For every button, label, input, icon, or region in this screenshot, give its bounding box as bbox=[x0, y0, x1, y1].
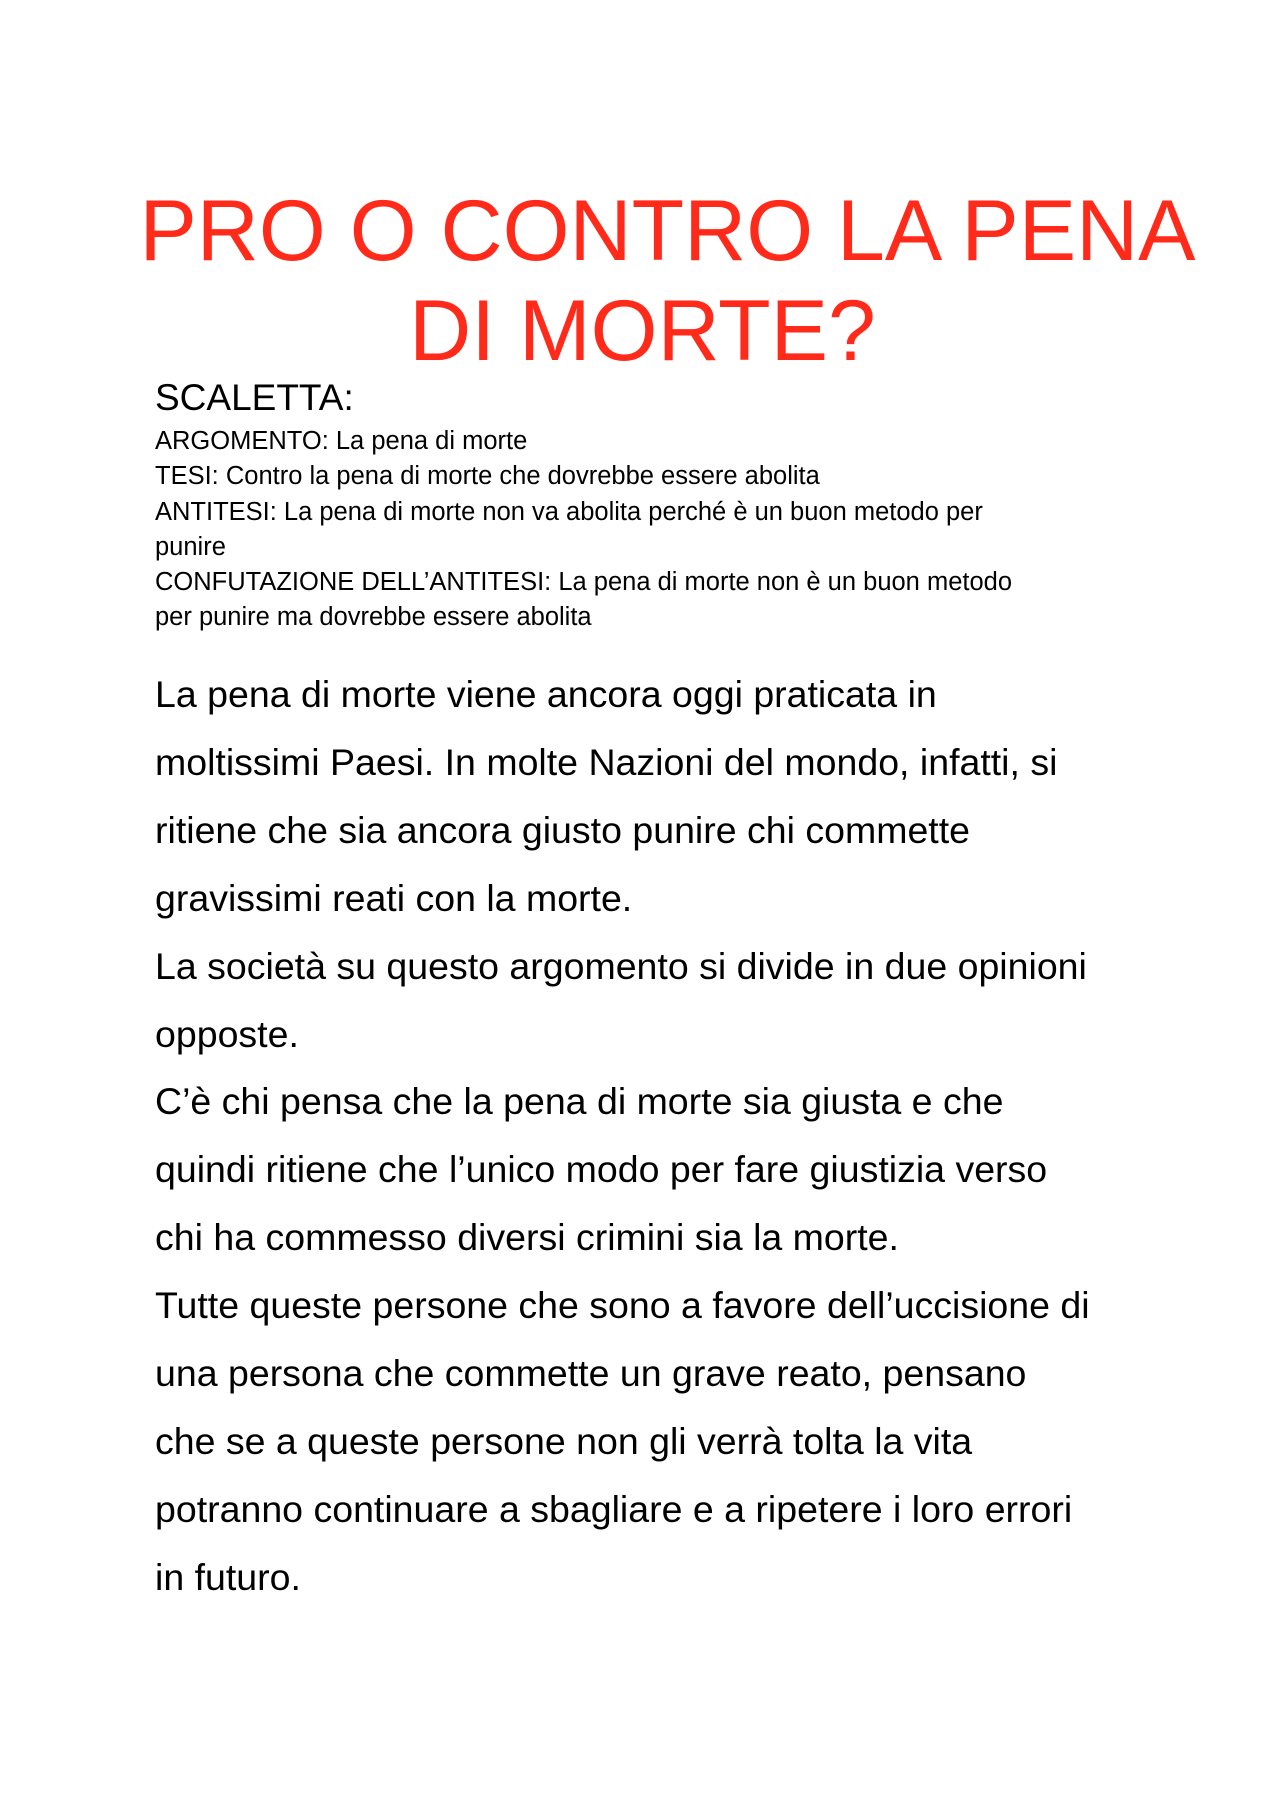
body-text bbox=[155, 661, 1090, 1612]
outline-tesi: TESI: Contro la pena di morte che dovrebbe essere abolita bbox=[155, 462, 820, 491]
outline-heading: SCALETTA: bbox=[155, 377, 354, 418]
body-line: La pena di morte viene ancora oggi praticata in bbox=[155, 673, 937, 715]
body-line: ritiene che sia ancora giusto punire chi commette bbox=[155, 808, 971, 851]
outline-antitesi-cont: punire bbox=[155, 532, 226, 561]
body-line: una persona che commette un grave reato, pensano bbox=[155, 1352, 1027, 1395]
body-line: C’è chi pensa che la pena di morte sia giusta e che bbox=[155, 1080, 1004, 1123]
outline-list bbox=[155, 424, 1012, 636]
body-line: che se a queste persone non gli verrà tolta la vita bbox=[155, 1419, 973, 1462]
body-line: Tutte queste persone che sono a favore dell’uccisione di bbox=[155, 1284, 1090, 1327]
document-title bbox=[0, 181, 1280, 381]
outline-antitesi: ANTITESI: La pena di morte non va abolita perché è un buon metodo per bbox=[155, 497, 983, 526]
title-line: PRO O CONTRO LA PENA bbox=[139, 183, 1196, 279]
outline-confutazione-cont: per punire ma dovrebbe essere abolita bbox=[155, 603, 592, 632]
body-line: moltissimi Paesi. In molte Nazioni del mondo, infatti, si bbox=[155, 740, 1058, 783]
body-line: chi ha commesso diversi crimini sia la morte. bbox=[155, 1216, 899, 1259]
body-line: opposte. bbox=[155, 1012, 299, 1055]
title-line: DI MORTE? bbox=[409, 283, 876, 379]
outline-confutazione: CONFUTAZIONE DELL’ANTITESI: La pena di morte non è un buon metodo bbox=[155, 568, 1013, 597]
body-line: La società su questo argomento si divide in due opinioni bbox=[155, 944, 1087, 987]
body-line: gravissimi reati con la morte. bbox=[155, 876, 633, 919]
outline-argomento: ARGOMENTO: La pena di morte bbox=[155, 427, 528, 455]
body-line: quindi ritiene che l’unico modo per fare giustizia verso bbox=[155, 1148, 1048, 1191]
body-line: in futuro. bbox=[155, 1555, 301, 1598]
body-line: potranno continuare a sbagliare e a ripetere i loro errori bbox=[155, 1487, 1073, 1530]
